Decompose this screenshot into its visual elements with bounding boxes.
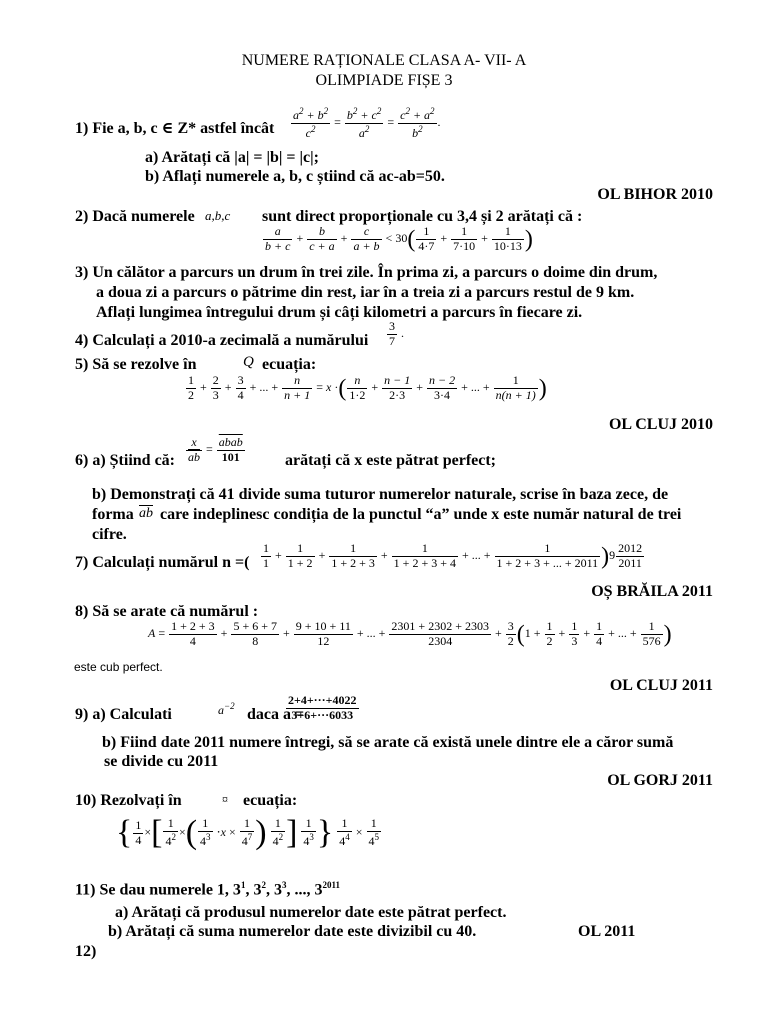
problem-5-rest: ecuația:	[262, 356, 317, 373]
problem-3-line-2: a doua zi a parcurs o pătrime din rest, iar în a treia zi a parcurs restul de 9 km.	[96, 284, 635, 301]
title-line-2: OLIMPIADE FIȘE 3	[315, 72, 453, 89]
rational-set-symbol: Q	[243, 354, 254, 370]
problem-7-expression: $\frac{1}{1}$ + $\frac{1}{1 + 2}$ + $\frac{1}{1 + 2 + 3}$ + $\frac{1}{1 + 2 + 3 + 4}$ + ... + $\frac{1}{1 + 2 + 3 + ... + 2011}$ )9 $\frac{2012}{2011}$	[263, 541, 643, 570]
problem-10-rest: ecuația:	[243, 792, 298, 809]
source-ol-2011: OL 2011	[578, 923, 636, 940]
problem-1-equation: $\frac{a^2 + b^2}{c^2}$ = $\frac{b^2 + c^2}{a^2}$ = $\frac{c^2 + a^2}{b^2}$ .	[293, 106, 441, 140]
problem-12: 12)	[75, 943, 97, 960]
problem-6b-line-2a: forma	[92, 506, 134, 523]
problem-6-equation: $\frac{x}{ab}$ = $\frac{\text{abab}}{101}$	[188, 435, 243, 464]
problem-1a: a) Arătați că |a| = |b| = |c|;	[145, 149, 320, 166]
problem-10-equation: { $\frac{1}{4}$ ×[ $\frac{1}{4^2}$ ×( $\frac{1}{4^3}$ ⋅x × $\frac{1}{4^7}$ ) $\frac{1}{4^2}$ ] $\frac{1}{4^3}$ } $\frac{1}{4^4}$ × $\frac{1}{4^5}$	[116, 814, 380, 851]
problem-6b-line-1: b) Demonstrați că 41 divide suma tuturor numerelor naturale, scrise în baza zece, de	[92, 486, 669, 503]
source-ol-gorj-2011: OL GORJ 2011	[607, 772, 713, 789]
problem-5-intro: 5) Să se rezolve în	[75, 356, 197, 373]
source-os-braila-2011: OȘ BRĂILA 2011	[591, 583, 713, 600]
problem-9b-line-1: b) Fiind date 2011 numere întregi, să se arate că există unele dintre ele a căror sumă	[102, 734, 674, 751]
problem-6b-line-2b: care indeplinesc condiția de la punctul “a” unde x este număr natural de trei	[160, 506, 682, 523]
problem-7-intro: 7) Calculați numărul n =(	[75, 554, 250, 571]
problem-2-intro: 2) Dacă numerele	[75, 208, 195, 225]
problem-8-expression: A = $\frac{1 + 2 + 3}{4}$ + $\frac{5 + 6 + 7}{8}$ + $\frac{9 + 10 + 11}{12}$ + ... + $\frac{2301 + 2302 + 2303}{2304}$ + $\frac{3}{2}$ (1 + $\frac{1}{2}$ + $\frac{1}{3}$ + $\frac{1}{4}$ + ... + $\frac{1}{576}$ )	[148, 619, 672, 648]
problem-9b-line-2: se divide cu 2011	[104, 753, 219, 770]
problem-4-fraction: $\frac{3}{7}$ .	[389, 319, 404, 348]
problem-2-vars: a,b,c	[205, 208, 231, 223]
problem-9-daca: daca a =	[247, 706, 305, 723]
problem-11-intro: 11) Se dau numerele 1, $3^1$, $3^2$, $3^3$, ..., $3^{2011}$	[75, 880, 340, 899]
problem-9-a-power: $a^{-2}$	[218, 701, 235, 717]
problem-2-inequality: $\frac{a}{b + c}$ + $\frac{b}{c + a}$ + $\frac{c}{a + b}$ < 30( $\frac{1}{4\cdot 7}$ + $\frac{1}{7\cdot 10}$ + $\frac{1}{10\cdot 13}$ )	[265, 224, 533, 253]
problem-1b: b) Aflați numerele a, b, c știind că ac-ab=50.	[145, 168, 445, 185]
source-ol-cluj-2011: OL CLUJ 2011	[609, 677, 713, 694]
problem-11b: b) Arătați că suma numerelor date este divizibil cu 40.	[108, 923, 477, 940]
problem-1-intro: 1) Fie a, b, c ∈ Z* astfel încât	[75, 120, 275, 137]
problem-9-intro: 9) a) Calculati	[75, 706, 172, 723]
problem-8-tail: este cub perfect.	[74, 660, 163, 674]
title-line-1: NUMERE RAȚIONALE CLASA A- VII- A	[241, 52, 527, 69]
problem-6b-ab: $\overline{ab}$	[139, 506, 153, 521]
source-ol-cluj-2010: OL CLUJ 2010	[608, 416, 713, 433]
problem-10-set-symbol: ¤	[222, 792, 228, 806]
source-ol-bihor-2010: OL BIHOR 2010	[597, 186, 713, 203]
problem-8-intro: 8) Să se arate că numărul :	[75, 603, 259, 620]
problem-9-fraction: $\frac{2+4+\cdot\cdot\cdot+4022}{3+6+\cdot\cdot\cdot 6033}$	[288, 693, 357, 722]
problem-4-text: 4) Calculați a 2010-a zecimală a numărului	[75, 332, 369, 349]
problem-11a: a) Arătați că produsul numerelor date este pătrat perfect.	[115, 904, 507, 921]
problem-3-line-3: Aflați lungimea întregului drum și câți kilometri a parcurs în fiecare zi.	[96, 304, 583, 321]
problem-6-intro: 6) a) Știind că:	[75, 452, 175, 469]
problem-10-intro: 10) Rezolvați în	[75, 792, 182, 809]
problem-6b-line-3: cifre.	[92, 526, 127, 543]
problem-3-line-1: 3) Un călător a parcurs un drum în trei zile. În prima zi, a parcurs o doime din drum,	[75, 264, 658, 281]
problem-6-rest: arătați că x este pătrat perfect;	[285, 452, 497, 469]
problem-5-equation: $\frac{1}{2}$ + $\frac{2}{3}$ + $\frac{3}{4}$ + ... + $\frac{n}{n + 1}$ = x ·( $\frac{n}{1\cdot 2}$ + $\frac{n - 1}{2\cdot 3}$ + $\frac{n - 2}{3\cdot 4}$ + ... + $\frac{1}{n(n + 1)}$ )	[188, 373, 547, 402]
problem-2-rest: sunt direct proporționale cu 3,4 și 2 arătați că :	[262, 208, 583, 225]
